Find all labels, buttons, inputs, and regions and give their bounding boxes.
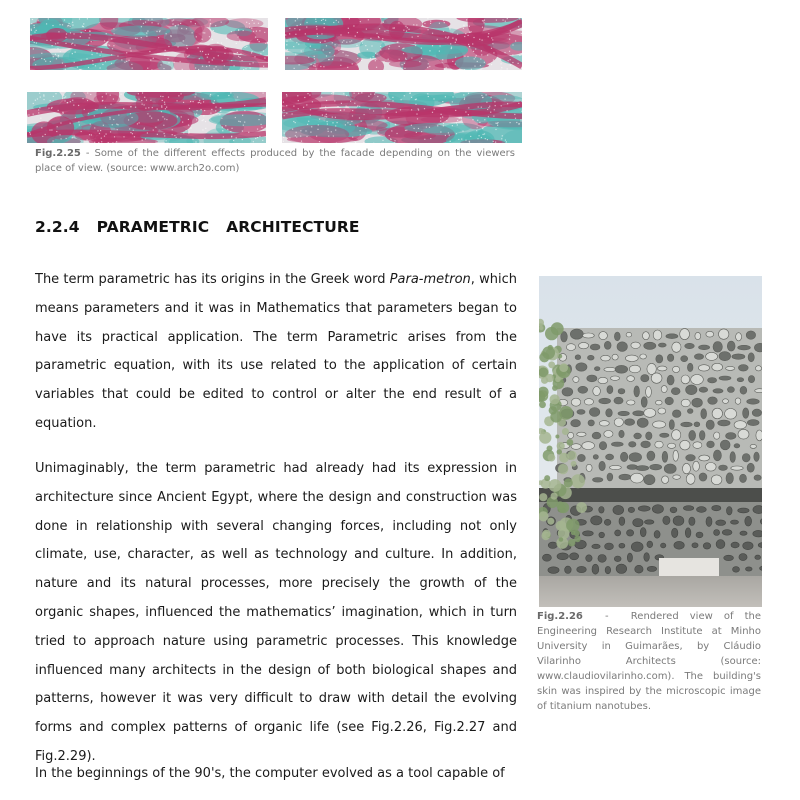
paragraph-1-start: The term parametric has its origins in the Greek word <box>35 272 390 287</box>
engineering-institute-photo <box>539 276 762 607</box>
figure-2-25-label: Fig.2.25 <box>35 148 81 159</box>
facade-effect-image-2 <box>285 18 522 70</box>
paragraph-1 <box>35 266 517 439</box>
paragraph-3: In the beginnings of the 90's, the computer evolved as a tool capable of <box>35 766 505 781</box>
paragraph-1-italic-term: Para-metron <box>389 272 471 287</box>
paragraph-2: Unimaginably, the term parametric had already had its expression in architecture since Ancient Egypt, where the design and construction was done in relationship with several changing forces, including not only climate, use, character, as well as technology and culture. In addition, nature and its natural processes, more precisely the growth of the organic shapes, influenced the mathematics’ imagination, which in turn tried to approach nature using parametric processes. This knowledge influenced many architects in the design of both biological shapes and patterns, however it was very difficult to draw with detail the evolving forms and complex patterns of organic life (see Fig.2.26, Fig.2.27 and Fig.2.29). <box>35 461 517 764</box>
figure-2-25-caption-text: - Some of the different effects produced by the facade depending on the viewers place of view. (source: www.arch2o.com) <box>35 148 515 174</box>
paragraph-1-end: , which means parameters and it was in Mathematics that parameters began to have its practical application. The term Parametric arises from the parametric equation, with its use related to the application of certain variables that could be edited to control or alter the end result of a equation. <box>35 272 518 431</box>
figure-2-25-caption <box>35 146 515 176</box>
facade-effect-image-1 <box>30 18 268 70</box>
figure-2-26-caption <box>537 609 765 714</box>
facade-effect-image-4 <box>282 92 522 143</box>
figure-2-26-label: Fig.2.26 <box>537 611 583 622</box>
section-number: 2.2.4 <box>35 218 80 236</box>
facade-effect-image-3 <box>27 92 266 143</box>
figure-2-26-caption-text: - Rendered view of the Engineering Research Institute at Minho University in Guimarães, by Cláudio Vilarinho Architects (source: www.claudiovilarinho.com). The building's skin was inspired by the microscopic image of titanium nanotubes. <box>537 611 765 712</box>
section-title: PARAMETRIC ARCHITECTURE <box>96 218 360 236</box>
section-heading <box>35 218 360 236</box>
